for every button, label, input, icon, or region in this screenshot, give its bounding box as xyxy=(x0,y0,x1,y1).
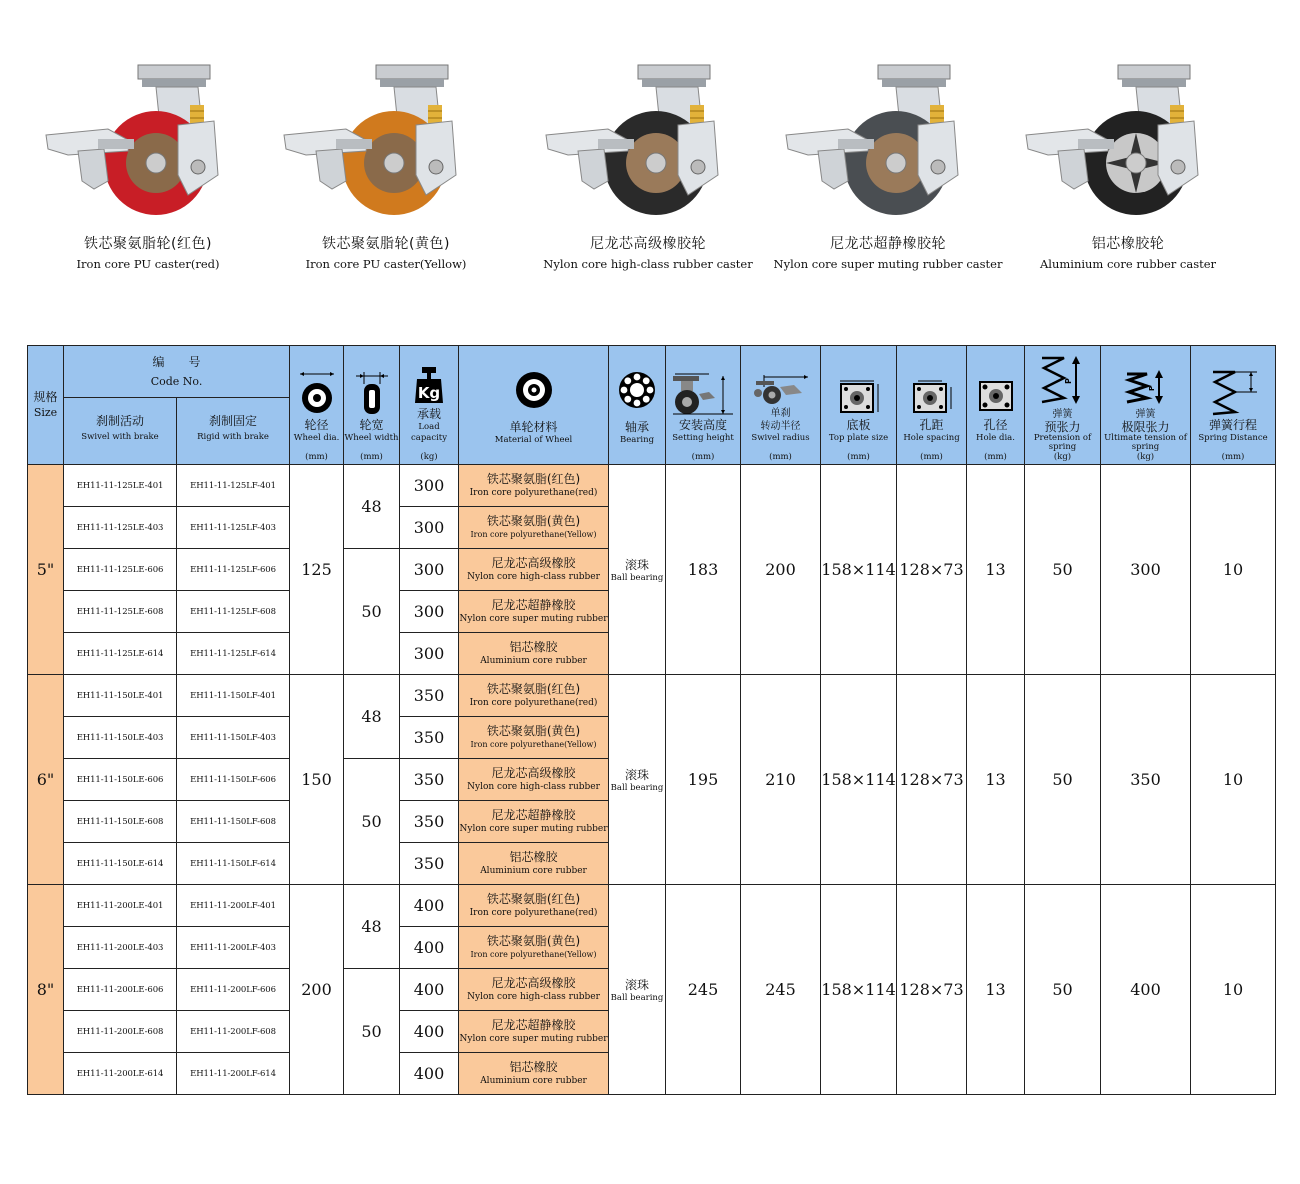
wheel-width-cell: 50 xyxy=(344,759,400,885)
spring-distance-icon xyxy=(1205,368,1261,416)
caster-image xyxy=(38,55,258,225)
bearing-cell: 滚珠 Ball bearing xyxy=(609,465,666,675)
material-cell: 铁芯聚氨脂(黄色) Iron core polyurethane(Yellow) xyxy=(459,507,609,549)
header-load: Kg 承载 Load capacity (kg) xyxy=(400,346,459,465)
material-cell: 尼龙芯超静橡胶 Nylon core super muting rubber xyxy=(459,591,609,633)
header-wheel-dia: 轮径 Wheel dia. (mm) xyxy=(290,346,344,465)
material-cell: 铝芯橡胶 Aluminium core rubber xyxy=(459,633,609,675)
product-row xyxy=(0,55,1300,300)
header-ultimate-tension: P 弹簧 极限张力 Ultimate tension of spring (kg) xyxy=(1101,346,1191,465)
top-plate-icon xyxy=(836,378,882,416)
material-cell: 铁芯聚氨脂(红色) Iron core polyurethane(red) xyxy=(459,465,609,507)
table-row xyxy=(28,885,1276,927)
product-name-zh: 尼龙芯超静橡胶轮 xyxy=(830,236,946,252)
load-cell: 400 xyxy=(400,1053,459,1095)
swivel-code: EH11-11-150LE-401 xyxy=(64,675,177,717)
load-cell: 300 xyxy=(400,465,459,507)
header-swivel-radius: 单刹 转动半径 Swivel radius (mm) xyxy=(741,346,821,465)
ball-bearing-icon xyxy=(617,370,657,410)
product-name-en: Nylon core super muting rubber caster xyxy=(773,257,1003,271)
header-bearing: 轴承 Bearing xyxy=(609,346,666,465)
setting-height-icon xyxy=(669,370,737,416)
header-material: 单轮材料 Material of Wheel xyxy=(459,346,609,465)
wheel-dia-cell: 200 xyxy=(290,885,344,1095)
header-top-plate: 底板 Top plate size (mm) xyxy=(821,346,897,465)
load-cell: 300 xyxy=(400,591,459,633)
size-cell: 8" xyxy=(28,885,64,1095)
table-row xyxy=(28,465,1276,507)
material-cell: 铁芯聚氨脂(黄色) Iron core polyurethane(Yellow) xyxy=(459,717,609,759)
rigid-code: EH11-11-150LF-403 xyxy=(177,717,290,759)
pretension-cell: 50 xyxy=(1025,675,1101,885)
material-cell: 尼龙芯超静橡胶 Nylon core super muting rubber xyxy=(459,801,609,843)
rigid-code: EH11-11-125LF-606 xyxy=(177,549,290,591)
load-cell: 300 xyxy=(400,507,459,549)
wheel-dia-cell: 125 xyxy=(290,465,344,675)
hole-spacing-icon xyxy=(909,378,955,416)
swivel-radius-icon xyxy=(750,373,812,405)
product-name-zh: 尼龙芯高级橡胶轮 xyxy=(590,236,706,252)
swivel-code: EH11-11-200LE-614 xyxy=(64,1053,177,1095)
swivel-code: EH11-11-150LE-614 xyxy=(64,843,177,885)
pretension-cell: 50 xyxy=(1025,885,1101,1095)
product-name-zh: 铁芯聚氨脂轮(黄色) xyxy=(322,236,450,252)
product-card xyxy=(1008,55,1248,271)
swivel-code: EH11-11-125LE-403 xyxy=(64,507,177,549)
swivel-code: EH11-11-125LE-608 xyxy=(64,591,177,633)
caster-image xyxy=(1018,55,1238,225)
load-cell: 300 xyxy=(400,633,459,675)
setting-height-cell: 183 xyxy=(666,465,741,675)
rigid-code: EH11-11-200LF-608 xyxy=(177,1011,290,1053)
load-cell: 400 xyxy=(400,885,459,927)
top-plate-cell: 158×114 xyxy=(821,465,897,675)
hole-dia-icon xyxy=(976,378,1016,416)
swivel-code: EH11-11-200LE-401 xyxy=(64,885,177,927)
product-name-en: Iron core PU caster(red) xyxy=(76,257,220,271)
hole-spacing-cell: 128×73 xyxy=(897,885,967,1095)
header-spring-distance: 弹簧行程 Spring Distance (mm) xyxy=(1191,346,1276,465)
swivel-radius-cell: 210 xyxy=(741,675,821,885)
swivel-code: EH11-11-125LE-606 xyxy=(64,549,177,591)
spring-cell: 10 xyxy=(1191,465,1276,675)
top-plate-cell: 158×114 xyxy=(821,885,897,1095)
rigid-code: EH11-11-200LF-403 xyxy=(177,927,290,969)
hole-spacing-cell: 128×73 xyxy=(897,465,967,675)
rigid-code: EH11-11-150LF-614 xyxy=(177,843,290,885)
weight-icon xyxy=(412,365,446,405)
setting-height-cell: 245 xyxy=(666,885,741,1095)
product-card xyxy=(266,55,506,271)
spec-table-body xyxy=(28,465,1276,1095)
load-cell: 300 xyxy=(400,549,459,591)
size-cell: 6" xyxy=(28,675,64,885)
load-cell: 350 xyxy=(400,759,459,801)
load-cell: 400 xyxy=(400,969,459,1011)
load-cell: 350 xyxy=(400,717,459,759)
material-cell: 尼龙芯高级橡胶 Nylon core high-class rubber xyxy=(459,549,609,591)
rigid-code: EH11-11-200LF-614 xyxy=(177,1053,290,1095)
material-cell: 铁芯聚氨脂(红色) Iron core polyurethane(red) xyxy=(459,885,609,927)
swivel-code: EH11-11-200LE-403 xyxy=(64,927,177,969)
bearing-cell: 滚珠 Ball bearing xyxy=(609,675,666,885)
svg-text:Kg: Kg xyxy=(417,384,441,402)
rigid-code: EH11-11-125LF-403 xyxy=(177,507,290,549)
bearing-cell: 滚珠 Ball bearing xyxy=(609,885,666,1095)
table-row xyxy=(28,675,1276,717)
setting-height-cell: 195 xyxy=(666,675,741,885)
product-name-en: Aluminium core rubber caster xyxy=(1039,257,1217,271)
hole-dia-cell: 13 xyxy=(967,885,1025,1095)
hole-dia-cell: 13 xyxy=(967,465,1025,675)
product-name-en: Nylon core high-class rubber caster xyxy=(543,257,753,271)
product-card xyxy=(528,55,768,271)
hole-dia-cell: 13 xyxy=(967,675,1025,885)
material-cell: 铁芯聚氨脂(红色) Iron core polyurethane(red) xyxy=(459,675,609,717)
wheel-width-icon xyxy=(352,370,392,416)
swivel-radius-cell: 245 xyxy=(741,885,821,1095)
wheel-width-cell: 48 xyxy=(344,885,400,969)
header-hole-dia: 孔径 Hole dia. (mm) xyxy=(967,346,1025,465)
header-rigid-with-brake: 刹制固定 Rigid with brake xyxy=(177,398,290,465)
product-name-zh: 铁芯聚氨脂轮(红色) xyxy=(84,236,212,252)
swivel-code: EH11-11-125LE-401 xyxy=(64,465,177,507)
rigid-code: EH11-11-125LF-614 xyxy=(177,633,290,675)
spring-cell: 10 xyxy=(1191,885,1276,1095)
swivel-code: EH11-11-150LE-403 xyxy=(64,717,177,759)
product-card xyxy=(768,55,1008,271)
wheel-material-icon xyxy=(514,370,554,410)
material-cell: 铝芯橡胶 Aluminium core rubber xyxy=(459,843,609,885)
swivel-code: EH11-11-200LE-608 xyxy=(64,1011,177,1053)
product-name-en: Iron core PU caster(Yellow) xyxy=(305,257,467,271)
load-cell: 400 xyxy=(400,927,459,969)
caster-image xyxy=(276,55,496,225)
ultimate-cell: 350 xyxy=(1101,675,1191,885)
wheel-width-cell: 48 xyxy=(344,465,400,549)
size-cell: 5" xyxy=(28,465,64,675)
svg-text:P: P xyxy=(1147,385,1156,391)
swivel-radius-cell: 200 xyxy=(741,465,821,675)
rigid-code: EH11-11-125LF-401 xyxy=(177,465,290,507)
pretension-cell: 50 xyxy=(1025,465,1101,675)
wheel-width-cell: 50 xyxy=(344,549,400,675)
wheel-width-cell: 50 xyxy=(344,969,400,1095)
header-wheel-width: 轮宽 Wheel width (mm) xyxy=(344,346,400,465)
load-cell: 350 xyxy=(400,843,459,885)
wheel-width-cell: 48 xyxy=(344,675,400,759)
load-cell: 350 xyxy=(400,675,459,717)
caster-image xyxy=(538,55,758,225)
wheel-dia-cell: 150 xyxy=(290,675,344,885)
rigid-code: EH11-11-200LF-606 xyxy=(177,969,290,1011)
material-cell: 尼龙芯高级橡胶 Nylon core high-class rubber xyxy=(459,759,609,801)
material-cell: 尼龙芯高级橡胶 Nylon core high-class rubber xyxy=(459,969,609,1011)
rigid-code: EH11-11-125LF-608 xyxy=(177,591,290,633)
header-pretension: P 弹簧 预张力 Pretension of spring (kg) xyxy=(1025,346,1101,465)
top-plate-cell: 158×114 xyxy=(821,675,897,885)
spec-table xyxy=(27,345,1276,1095)
rigid-code: EH11-11-150LF-608 xyxy=(177,801,290,843)
header-size: 规格 Size xyxy=(28,346,64,465)
load-cell: 400 xyxy=(400,1011,459,1053)
header-hole-spacing: 孔距 Hole spacing (mm) xyxy=(897,346,967,465)
product-card xyxy=(28,55,268,271)
swivel-code: EH11-11-125LE-614 xyxy=(64,633,177,675)
ultimate-cell: 300 xyxy=(1101,465,1191,675)
spring-pretension-icon xyxy=(1038,354,1088,406)
header-setting-height: 安装高度 Setting height (mm) xyxy=(666,346,741,465)
material-cell: 尼龙芯超静橡胶 Nylon core super muting rubber xyxy=(459,1011,609,1053)
swivel-code: EH11-11-200LE-606 xyxy=(64,969,177,1011)
header-code: 编 号 Code No. xyxy=(64,346,290,398)
rigid-code: EH11-11-150LF-606 xyxy=(177,759,290,801)
product-name-zh: 铝芯橡胶轮 xyxy=(1091,236,1165,252)
spring-ultimate-icon xyxy=(1121,368,1171,406)
svg-text:P: P xyxy=(1063,378,1073,384)
material-cell: 铝芯橡胶 Aluminium core rubber xyxy=(459,1053,609,1095)
wheel-dia-icon xyxy=(297,370,337,416)
swivel-code: EH11-11-150LE-608 xyxy=(64,801,177,843)
rigid-code: EH11-11-200LF-401 xyxy=(177,885,290,927)
caster-image xyxy=(778,55,998,225)
spring-cell: 10 xyxy=(1191,675,1276,885)
material-cell: 铁芯聚氨脂(黄色) Iron core polyurethane(Yellow) xyxy=(459,927,609,969)
swivel-code: EH11-11-150LE-606 xyxy=(64,759,177,801)
header-swivel-with-brake: 刹制活动 Swivel with brake xyxy=(64,398,177,465)
load-cell: 350 xyxy=(400,801,459,843)
ultimate-cell: 400 xyxy=(1101,885,1191,1095)
rigid-code: EH11-11-150LF-401 xyxy=(177,675,290,717)
hole-spacing-cell: 128×73 xyxy=(897,675,967,885)
